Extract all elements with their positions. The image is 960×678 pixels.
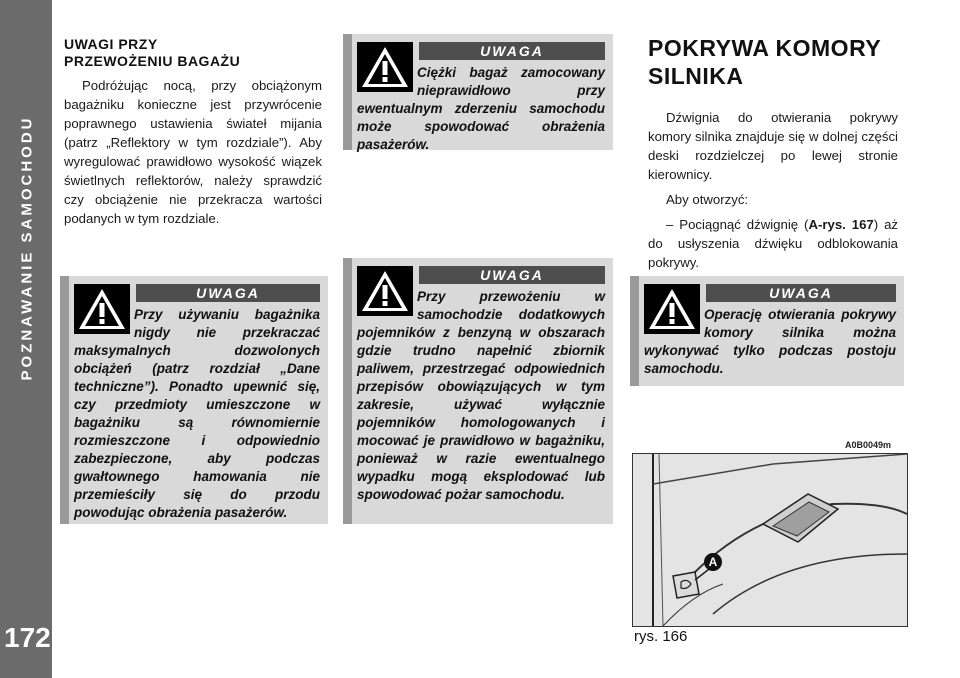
hood-lever-illustration (633, 454, 907, 626)
warning-text: Operację otwierania pokrywy komory silnika można wykonywać tylko podczas postoju samochodu. (644, 307, 896, 376)
figure-hood-lever (632, 453, 908, 627)
warning-box-top-middle (343, 34, 613, 150)
warning-stripe (343, 34, 352, 150)
warning-text: Przy używaniu bagażnika nigdy nie przekraczać maksymalnych dozwolonych obciążeń (patrz rozdział „Dane techniczne”). Ponadto upewnić się, czy przedmioty umieszczone w bagażniku są równomiernie rozmieszczone i odpowiednio zabezpieczone, aby podczas gwałtownego hamowania nie przemieściły się do przodu powodując obrażenia pasażerów. (74, 307, 320, 520)
warning-text: Przy przewożeniu w samochodzie dodatkowych pojemników z benzyną w obszarach gdzie trudno napełnić zbiornik paliwem, przestrzegać odpowiednich przepisów obowiązujących w tym zakresie, używać wyłącznie pojemników homologowanych i mocować je prawidłowo w bagażniku, ponieważ w razie ewentualnego wypadku mogą eksplodować lub spowodować pożar samochodu. (357, 289, 605, 502)
hood-text-2: Aby otworzyć: (666, 192, 749, 207)
figure-caption: rys. 166 (634, 628, 688, 645)
warning-stripe (343, 258, 352, 524)
sidebar (0, 0, 52, 678)
figure-reference: A-rys. 167 (808, 217, 874, 232)
luggage-paragraph (64, 76, 322, 234)
warning-label: UWAGA (419, 42, 605, 60)
warning-box-bottom-left (60, 276, 328, 524)
hood-heading: POKRYWA KOMORY SILNIKA (648, 35, 881, 89)
hood-text-3: – Pociągnąć dźwignię (A-rys. 167) aż do usłyszenia dźwięku odblokowania pokrywy. (648, 217, 899, 270)
warning-stripe (60, 276, 69, 524)
hood-text-1: Dźwignia do otwierania pokrywy komory silnika znajduje się w dolnej części deski rozdzielczej po lewej stronie kierownicy. (648, 110, 898, 182)
luggage-heading: UWAGI PRZY PRZEWOŻENIU BAGAŻU (64, 36, 241, 69)
luggage-text: Podróżując nocą, przy obciążonym bagażniku konieczne jest przywrócenie poprawnego ustawienia świateł mijania (patrz „Reflektory w tym rozdziale”). Aby wyregulować prawidłowo wysokość wiązek świetlnych reflektorów, należy sprawdzić czy obciążenie nie przekracza wartości podanych w tym rozdziale. (64, 78, 322, 226)
figure-marker-label: A (708, 555, 718, 569)
warning-label: UWAGA (706, 284, 896, 302)
section-title: POZNAWANIE SAMOCHODU (18, 115, 36, 381)
figure-code: A0B0049m (845, 440, 892, 450)
warning-box-bottom-middle (343, 258, 613, 524)
warning-box-right (630, 276, 904, 386)
page-number: 172 (4, 622, 51, 653)
warning-label: UWAGA (419, 266, 605, 284)
warning-label: UWAGA (136, 284, 320, 302)
warning-stripe (630, 276, 639, 386)
warning-text: Ciężki bagaż zamocowany nieprawidłowo przy ewentualnym zderzeniu samochodu może spowodować obrażenia pasażerów. (357, 65, 605, 152)
hood-paragraphs (648, 108, 898, 278)
